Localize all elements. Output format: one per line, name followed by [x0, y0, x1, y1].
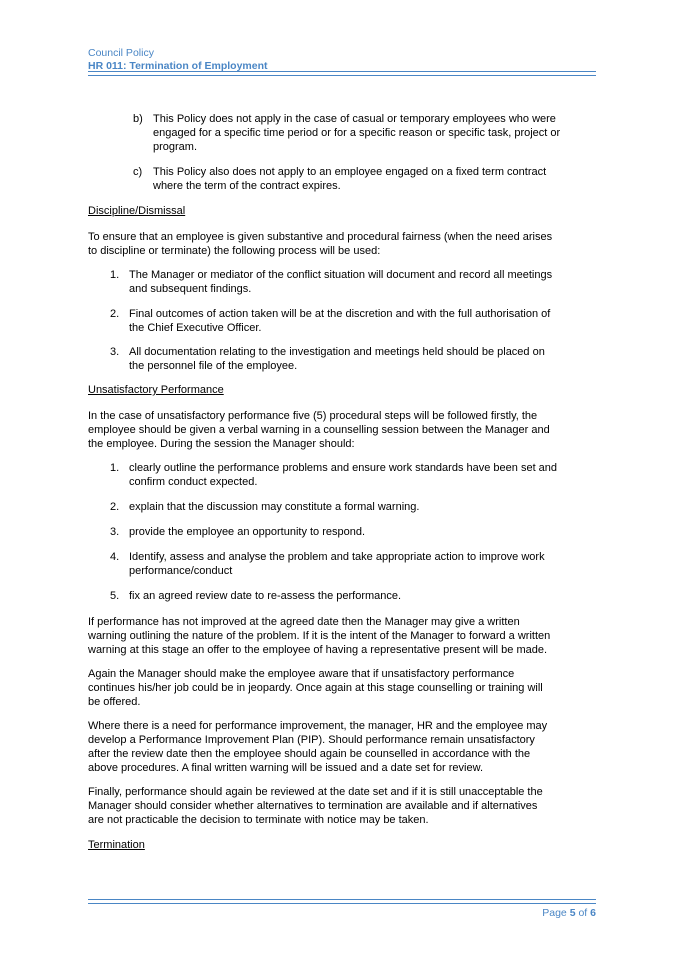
section-heading-unsatisfactory: Unsatisfactory Performance	[88, 384, 224, 396]
header-rule	[88, 71, 596, 76]
text-line: program.	[153, 141, 198, 153]
text-line: be offered.	[88, 696, 141, 708]
text-line: performance/conduct	[129, 565, 233, 577]
section-heading-termination: Termination	[88, 839, 145, 851]
text-line: are not practicable the decision to terminate with notice may be taken.	[88, 814, 429, 826]
text-line: above procedures. A final written warning will be issued and a date set for review.	[88, 762, 484, 774]
text-line: the employee. During the session the Manager should:	[88, 438, 355, 450]
body-paragraph	[88, 785, 598, 827]
text-line: Identify, assess and analyse the problem and take appropriate action to improve work	[129, 551, 545, 563]
text-line: warning outlining the nature of the problem. If it is the intent of the Manager to forward a written	[88, 630, 551, 642]
text-line: the personnel file of the employee.	[129, 360, 298, 372]
section-heading-discipline: Discipline/Dismissal	[88, 205, 186, 217]
text-line: Again the Manager should make the employee aware that if unsatisfactory performance	[88, 668, 515, 680]
text-line: fix an agreed review date to re-assess the performance.	[129, 590, 402, 602]
list-marker: b)	[133, 113, 143, 125]
text-line: warning at this stage an offer to the employee of having a representative present will be made.	[88, 644, 548, 656]
total-pages: 6	[590, 907, 596, 919]
list-marker: 3.	[110, 526, 120, 538]
body-paragraph	[88, 719, 598, 775]
list-marker: 4.	[110, 551, 120, 563]
text-line: The Manager or mediator of the conflict situation will document and record all meetings	[129, 269, 553, 281]
text-line: clearly outline the performance problems and ensure work standards have been set and	[129, 462, 558, 474]
text-line: continues his/her job could be in jeopardy. Once again at this stage counselling or training will	[88, 682, 543, 694]
header-category: Council Policy	[88, 47, 154, 59]
text-line: explain that the discussion may constitute a formal warning.	[129, 501, 420, 513]
page-number	[542, 907, 596, 919]
text-line: where the term of the contract expires.	[153, 180, 341, 192]
text-line: All documentation relating to the investigation and meetings held should be placed on	[129, 346, 545, 358]
footer-rule	[88, 899, 596, 904]
text-line: Final outcomes of action taken will be at the discretion and with the full authorisation of	[129, 308, 551, 320]
list-marker: 1.	[110, 269, 120, 281]
list-marker: 2.	[110, 308, 120, 320]
list-marker: c)	[133, 166, 143, 178]
text-line: Finally, performance should again be reviewed at the date set and if it is still unacceptable the	[88, 786, 543, 798]
text-line: engaged for a specific time period or for a specific reason or specific task, project or	[153, 127, 561, 139]
body-paragraph	[88, 615, 598, 657]
text-line: after the review date then the employee should again be counselled in accordance with the	[88, 748, 531, 760]
page-label: Page	[542, 907, 567, 919]
text-line: the Chief Executive Officer.	[129, 322, 262, 334]
header-title: HR 011: Termination of Employment	[88, 60, 268, 72]
text-line: This Policy does not apply in the case of casual or temporary employees who were	[153, 113, 556, 125]
text-line: To ensure that an employee is given substantive and procedural fairness (when the need arises	[88, 231, 553, 243]
text-line: confirm conduct expected.	[129, 476, 258, 488]
text-line: develop a Performance Improvement Plan (PIP). Should performance remain unsatisfactory	[88, 734, 535, 746]
list-marker: 1.	[110, 462, 120, 474]
text-line: If performance has not improved at the agreed date then the Manager may give a written	[88, 616, 520, 628]
text-line: In the case of unsatisfactory performance five (5) procedural steps will be followed firstly, the	[88, 410, 538, 422]
text-line: Manager should consider whether alternatives to termination are available and if alternatives	[88, 800, 538, 812]
body-paragraph	[88, 667, 598, 709]
text-line: to discipline or terminate) the following process will be used:	[88, 245, 381, 257]
list-marker: 2.	[110, 501, 120, 513]
text-line: Where there is a need for performance improvement, the manager, HR and the employee may	[88, 720, 548, 732]
unsatisfactory-intro	[88, 409, 598, 451]
text-line: This Policy also does not apply to an employee engaged on a fixed term contract	[153, 166, 547, 178]
list-marker: 5.	[110, 590, 120, 602]
current-page: 5	[569, 907, 576, 919]
discipline-intro	[88, 230, 598, 258]
text-line: provide the employee an opportunity to respond.	[129, 526, 366, 538]
text-line: and subsequent findings.	[129, 283, 252, 295]
page-sep: of	[578, 907, 588, 919]
text-line: employee should be given a verbal warning in a counselling session between the Manager and	[88, 424, 550, 436]
document-header	[88, 47, 596, 73]
list-marker: 3.	[110, 346, 120, 358]
